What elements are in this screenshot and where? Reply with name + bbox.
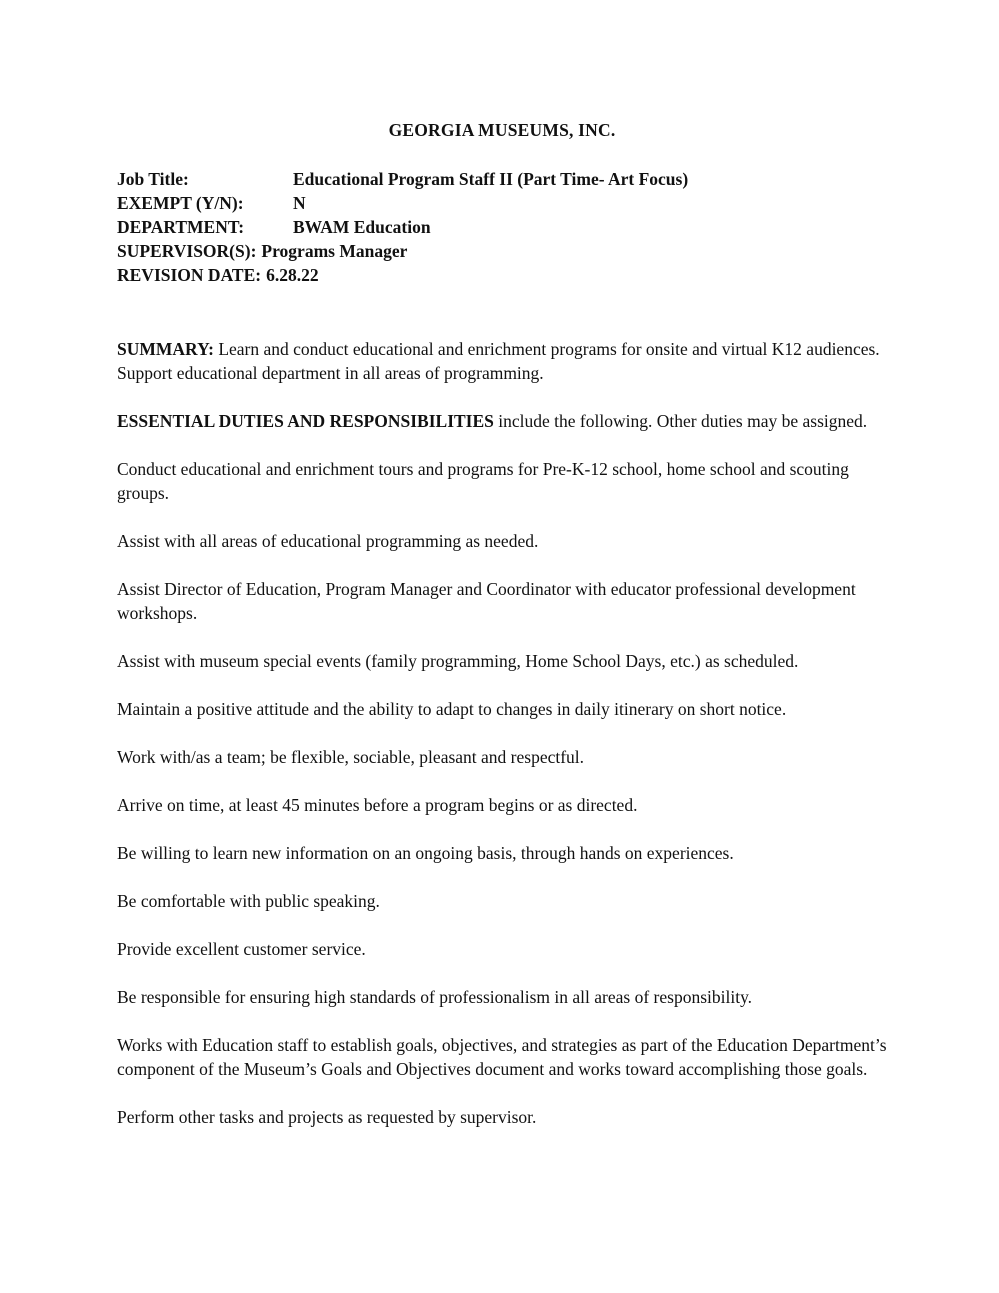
job-title-row [117,167,887,191]
exempt-label: EXEMPT (Y/N): [117,193,244,213]
duty-item: Work with/as a team; be flexible, sociable, pleasant and respectful. [117,747,585,767]
supervisor-row [117,239,887,263]
summary-label: SUMMARY: [117,339,214,359]
exempt-value: N [293,193,306,213]
duties-intro-paragraph [117,409,887,433]
department-row [117,215,887,239]
exempt-row [117,191,887,215]
job-title-value: Educational Program Staff II (Part Time- Art Focus) [293,169,689,189]
summary-text: Learn and conduct educational and enrichment programs for onsite and virtual K12 audiences. Support educational department in all areas of programming. [117,339,880,383]
revision-date-value: 6.28.22 [266,265,319,285]
duty-item: Provide excellent customer service. [117,939,366,959]
duty-item: Perform other tasks and projects as requested by supervisor. [117,1107,537,1127]
supervisor-label: SUPERVISOR(S): [117,241,257,261]
department-label: DEPARTMENT: [117,217,245,237]
duty-item: Be responsible for ensuring high standards of professionalism in all areas of responsibility. [117,987,753,1007]
revision-date-row [117,263,887,287]
duty-item: Maintain a positive attitude and the ability to adapt to changes in daily itinerary on short notice. [117,699,787,719]
duty-item: Arrive on time, at least 45 minutes before a program begins or as directed. [117,795,638,815]
job-title-label: Job Title: [117,169,189,189]
duty-item: Be comfortable with public speaking. [117,891,380,911]
duties-intro-text: include the following. Other duties may be assigned. [493,411,868,431]
duty-item: Assist with all areas of educational programming as needed. [117,531,539,551]
duty-item: Conduct educational and enrichment tours and programs for Pre-K-12 school, home school and scouting groups. [117,459,849,503]
revision-date-label: REVISION DATE: [117,265,262,285]
job-meta-block [117,167,887,287]
duty-item: Assist with museum special events (family programming, Home School Days, etc.) as scheduled. [117,651,799,671]
department-value: BWAM Education [293,217,431,237]
duty-item: Assist Director of Education, Program Manager and Coordinator with educator professional development workshops. [117,579,856,623]
duty-item: Works with Education staff to establish goals, objectives, and strategies as part of the Education Department’s component of the Museum’s Goals and Objectives document and works toward accomplishing those goals. [117,1035,887,1079]
document-body [117,337,887,1153]
duties-heading: ESSENTIAL DUTIES AND RESPONSIBILITIES [117,411,494,431]
supervisor-value: Programs Manager [261,241,408,261]
organization-title: GEORGIA MUSEUMS, INC. [388,120,616,140]
duty-item: Be willing to learn new information on an ongoing basis, through hands on experiences. [117,843,734,863]
summary-paragraph [117,337,887,385]
